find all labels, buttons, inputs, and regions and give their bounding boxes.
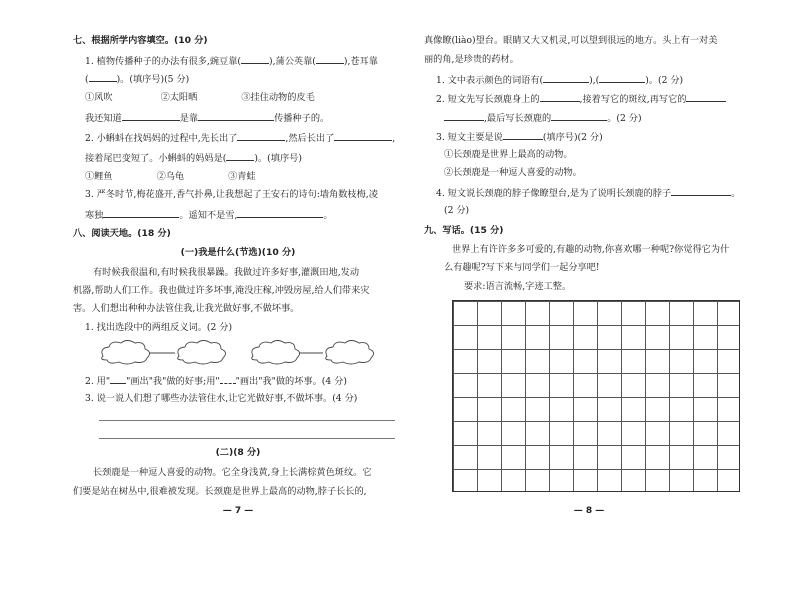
r-q3-option-2: ②长颈鹿是一种逗人喜爱的动物。: [444, 167, 582, 178]
q2-blank-3[interactable]: [226, 151, 254, 161]
cloud-4[interactable]: [326, 341, 374, 365]
q3-blank-2[interactable]: [237, 208, 323, 218]
q1-line1: [85, 54, 378, 68]
q3-line2: [85, 208, 333, 222]
rq1-text-a: 1. 文中表示颜色的词语有(: [436, 75, 544, 86]
q2-option-3: ③青蛙: [228, 171, 256, 182]
passage-2-line2: 们要是站在树丛中,很难被发现。长颈鹿是世界上最高的动物,脖子长长的,: [73, 486, 367, 497]
answer-line-2[interactable]: [99, 438, 395, 439]
rq4-text-b: 。: [731, 188, 741, 199]
rq2-blank-2[interactable]: [686, 92, 726, 102]
q2-text-e: )。(填序号): [254, 153, 302, 164]
q2-text-b: ,然后长出了: [285, 133, 335, 144]
cloud-1[interactable]: [102, 341, 150, 365]
q3-blank-1[interactable]: [103, 208, 179, 218]
rq2-blank-1[interactable]: [540, 92, 580, 102]
passage-2-line1: 长颈鹿是一种逗人喜爱的动物。它全身浅黄,身上长满棕黄色斑纹。它: [93, 467, 372, 478]
section-7-title: 七、根据所学内容填空。(10 分): [73, 35, 208, 46]
q1-line4: [85, 111, 329, 125]
rq2-text-a: 2. 短文先写长颈鹿身上的: [436, 94, 540, 105]
writing-requirements: 要求:语言流畅,字迹工整。: [464, 281, 572, 292]
page-number-7: — 7 —: [222, 506, 254, 516]
rq2-blank-4[interactable]: [551, 111, 607, 121]
r-q4-score: (2 分): [444, 205, 470, 216]
q1-option-1: ①风吹: [85, 92, 113, 103]
r-q2-line1: [436, 92, 726, 106]
q3-text-b: 。遥知不是雪,: [179, 210, 238, 221]
q3-text-a: 寒独: [85, 210, 104, 221]
q3-line1: 3. 严冬时节,梅花盛开,香气扑鼻,让我想起了王安石的诗句:墙角数枝梅,凌: [85, 189, 378, 200]
q1-blank-3[interactable]: [89, 72, 117, 82]
rq4-text-a: 4. 短文说长颈鹿的脖子像瞭望台,是为了说明长颈鹿的脖子: [436, 188, 672, 199]
q2-text-c: ,: [392, 133, 396, 144]
passage-2-line4: 丽的角,是珍贵的药材。: [424, 54, 519, 65]
q1-blank-5[interactable]: [198, 111, 274, 121]
rq2-text-b: ,接着写它的斑纹,再写它的: [579, 94, 687, 105]
rq1-blank-2[interactable]: [599, 73, 645, 83]
passage-1-line3: 害。人们想出种种办法管住我,让我光做好事,不做坏事。: [73, 303, 300, 314]
r-q4: [436, 186, 740, 200]
rq2-blank-3[interactable]: [444, 111, 484, 121]
q2-line2: [85, 151, 302, 165]
passage-2-line3: 真像瞭(liào)望台。眼睛又大又机灵,可以望到很远的地方。头上有一对美: [424, 35, 718, 46]
q2-text-d: 接着尾巴变短了。小蝌蚪的妈妈是(: [85, 153, 227, 164]
reading-q3: 3. 说一说人们想了哪些办法管住水,让它光做好事,不做坏事。(4 分): [85, 393, 358, 404]
q2-option-1: ①鲤鱼: [85, 171, 113, 182]
page-number-8: — 8 —: [573, 506, 605, 516]
passage-2-title: (二)(8 分): [215, 447, 261, 458]
r2-mark-bad: [220, 374, 236, 384]
rq2-text-d: 。(2 分): [607, 113, 642, 124]
q2-blank-2[interactable]: [334, 131, 392, 141]
q2-blank-1[interactable]: [237, 131, 285, 141]
reading-q2: [85, 374, 347, 388]
q1-blank-1[interactable]: [241, 54, 269, 64]
r2-text-a: 2. 用": [85, 376, 111, 387]
q1-line2: [85, 72, 189, 86]
writing-prompt-line1: 世界上有许许多多可爱的,有趣的动物,你喜欢哪一种呢?你觉得它为什: [452, 244, 730, 255]
q1-text-b: ),蒲公英靠(: [269, 56, 316, 67]
q1-text-d: (: [85, 74, 89, 85]
q2-line1: [85, 131, 395, 145]
q1-text-c: ),苍耳靠: [343, 56, 378, 67]
q1-text-g: 是靠: [179, 113, 199, 124]
rq1-text-b: ),(: [589, 75, 600, 86]
r2-text-b: "画出"我"做的好事;用": [126, 376, 220, 387]
cloud-3[interactable]: [252, 341, 300, 365]
passage-1-line2: 机器,帮助人们工作。我也做过许多坏事,淹没庄稼,冲毁房屋,给人们带来灾: [73, 285, 370, 296]
r-q1: [436, 73, 683, 87]
q1-text-a: 1. 植物传播种子的办法有很多,豌豆靠(: [85, 56, 242, 67]
q2-text-a: 2. 小蝌蚪在找妈妈的过程中,先长出了: [85, 133, 238, 144]
q1-option-2: ②太阳晒: [160, 92, 198, 103]
r2-text-c: "画出"我"做的坏事。(4 分): [235, 376, 347, 387]
q1-option-3: ③挂住动物的皮毛: [241, 92, 315, 103]
q2-option-2: ②乌龟: [156, 171, 185, 182]
q1-blank-4[interactable]: [122, 111, 180, 121]
r-q3: [436, 130, 603, 144]
section-9-title: 九、写话。(15 分): [424, 225, 504, 236]
q1-text-h: 传播种子的。: [274, 113, 330, 124]
q2-options: [85, 171, 256, 183]
reading-q1: 1. 找出选段中的两组反义词。(2 分): [85, 322, 233, 333]
writing-grid[interactable]: [452, 300, 740, 492]
r-q2-line2: [444, 111, 642, 125]
q1-text-e: )。(填序号)(5 分): [116, 74, 190, 85]
rq1-blank-1[interactable]: [543, 73, 589, 83]
q3-text-c: 。: [323, 210, 333, 221]
passage-1-line1: 有时候我很温和,有时候我很暴躁。我做过许多好事,灌溉田地,发动: [93, 267, 360, 278]
cloud-2[interactable]: [178, 341, 226, 365]
rq4-blank[interactable]: [671, 186, 731, 196]
answer-line-1[interactable]: [99, 420, 395, 421]
rq3-text-b: (填序号)(2 分): [542, 132, 603, 143]
q1-options: [85, 92, 315, 104]
rq2-text-c: ,最后写长颈鹿的: [484, 113, 552, 124]
rq1-text-c: )。(2 分): [645, 75, 684, 86]
q1-blank-2[interactable]: [316, 54, 344, 64]
rq3-text-a: 3. 短文主要是说: [436, 132, 503, 143]
r2-mark-good: [110, 374, 126, 384]
writing-prompt-line2: 么有趣呢?写下来与同学们一起分享吧!: [444, 262, 600, 273]
r-q3-option-1: ①长颈鹿是世界上最高的动物。: [444, 149, 573, 160]
passage-1-title: (一)我是什么(节选)(10 分): [180, 247, 296, 258]
section-8-title: 八、阅读天地。(18 分): [73, 228, 171, 239]
q1-text-f: 我还知道: [85, 113, 122, 124]
rq3-blank[interactable]: [503, 130, 543, 140]
antonym-clouds: [97, 338, 387, 368]
